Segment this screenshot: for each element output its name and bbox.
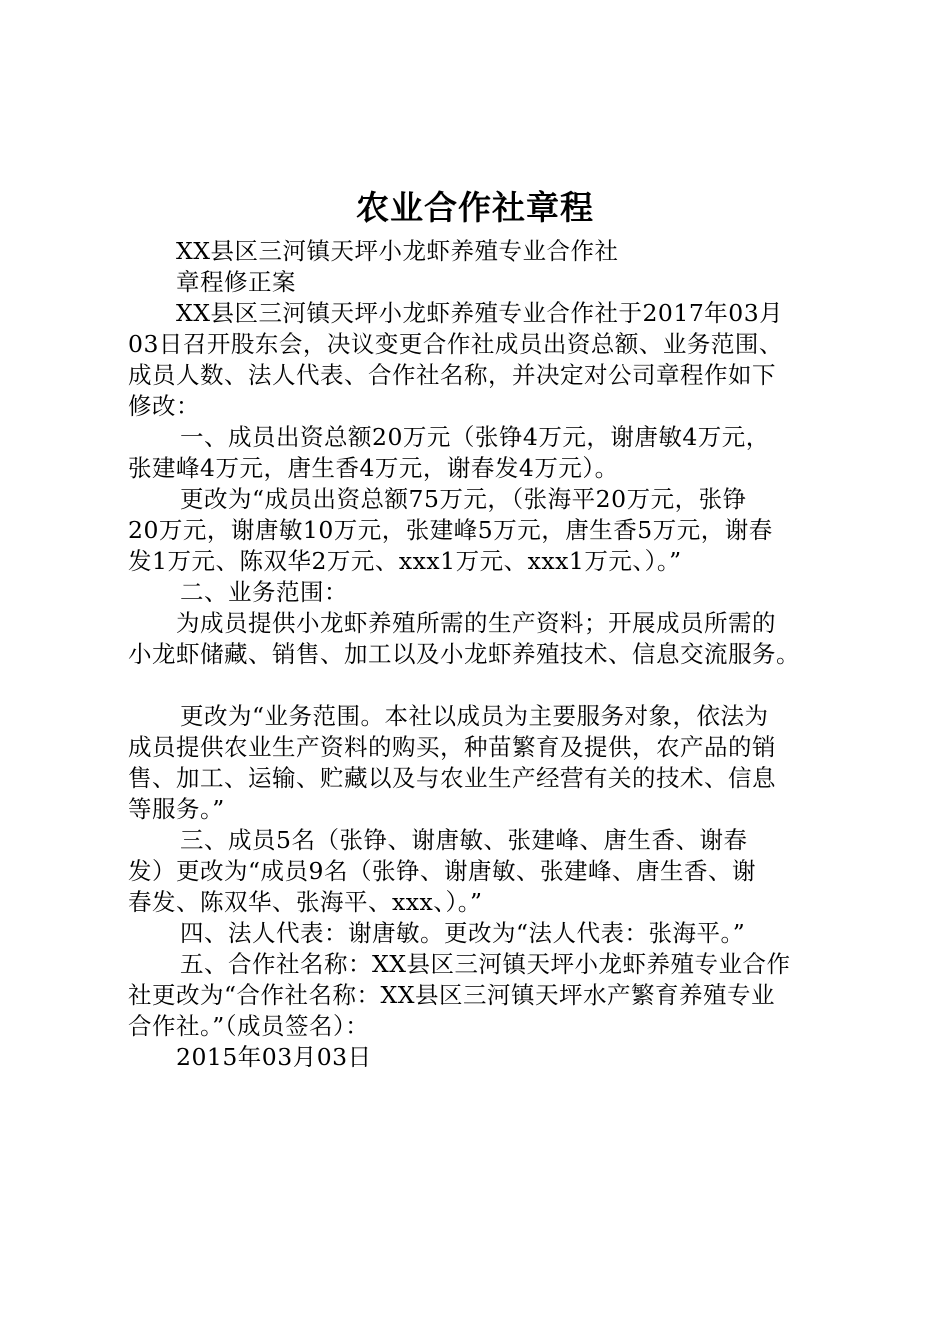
paragraph-line: 20万元，谢唐敏10万元，张建峰5万元，唐生香5万元，谢春: [128, 516, 773, 544]
paragraph-line: XX县区三河镇天坪小龙虾养殖专业合作社于2017年03月: [176, 299, 784, 327]
paragraph-line: 售、加工、运输、贮藏以及与农业生产经营有关的技术、信息: [128, 764, 776, 792]
paragraph-line: 更改为“业务范围。本社以成员为主要服务对象，依法为: [180, 702, 769, 730]
paragraph-line: 成员提供农业生产资料的购买，种苗繁育及提供，农产品的销: [128, 733, 776, 761]
paragraph-line: 春发、陈双华、张海平、xxx、）。”: [128, 888, 483, 916]
paragraph-line: 五、合作社名称：XX县区三河镇天坪小龙虾养殖专业合作: [180, 950, 791, 978]
paragraph-line: 张建峰4万元，唐生香4万元，谢春发4万元）。: [128, 454, 619, 482]
blank-line: [128, 670, 834, 701]
paragraph-line: 成员人数、法人代表、合作社名称，并决定对公司章程作如下: [128, 361, 776, 389]
paragraph-line: 四、法人代表：谢唐敏。更改为“法人代表：张海平。”: [180, 919, 746, 947]
paragraph-line: 三、成员5名（张铮、谢唐敏、张建峰、唐生香、谢春: [180, 826, 748, 854]
paragraph-line: XX县区三河镇天坪小龙虾养殖专业合作社: [176, 237, 619, 265]
paragraph-line: 社更改为“合作社名称：XX县区三河镇天坪水产繁育养殖专业: [128, 981, 775, 1009]
paragraph-line: 发1万元、陈双华2万元、xxx1万元、xxx1万元、）。”: [128, 547, 682, 575]
paragraph-line: 二、业务范围：: [180, 578, 348, 606]
paragraph-line: 修改：: [128, 392, 200, 420]
document-title: 农业合作社章程: [356, 188, 594, 227]
paragraph-line: 小龙虾储藏、销售、加工以及小龙虾养殖技术、信息交流服务。: [128, 640, 800, 668]
document-date: 2015年03月03日: [176, 1043, 372, 1071]
paragraph-line: 发）更改为“成员9名（张铮、谢唐敏、张建峰、唐生香、谢: [128, 857, 756, 885]
paragraph-line: 为成员提供小龙虾养殖所需的生产资料；开展成员所需的: [176, 609, 776, 637]
paragraph-line: 03日召开股东会，决议变更合作社成员出资总额、业务范围、: [128, 330, 783, 358]
paragraph-line: 一、成员出资总额20万元（张铮4万元，谢唐敏4万元，: [180, 423, 770, 451]
paragraph-line: 等服务。”: [128, 795, 225, 823]
paragraph-line: 章程修正案: [176, 268, 296, 296]
paragraph-line: 更改为“成员出资总额75万元，（张海平20万元，张铮: [180, 485, 747, 513]
paragraph-line: 合作社。”（成员签名）：: [128, 1012, 370, 1040]
document-body: [128, 236, 834, 1073]
